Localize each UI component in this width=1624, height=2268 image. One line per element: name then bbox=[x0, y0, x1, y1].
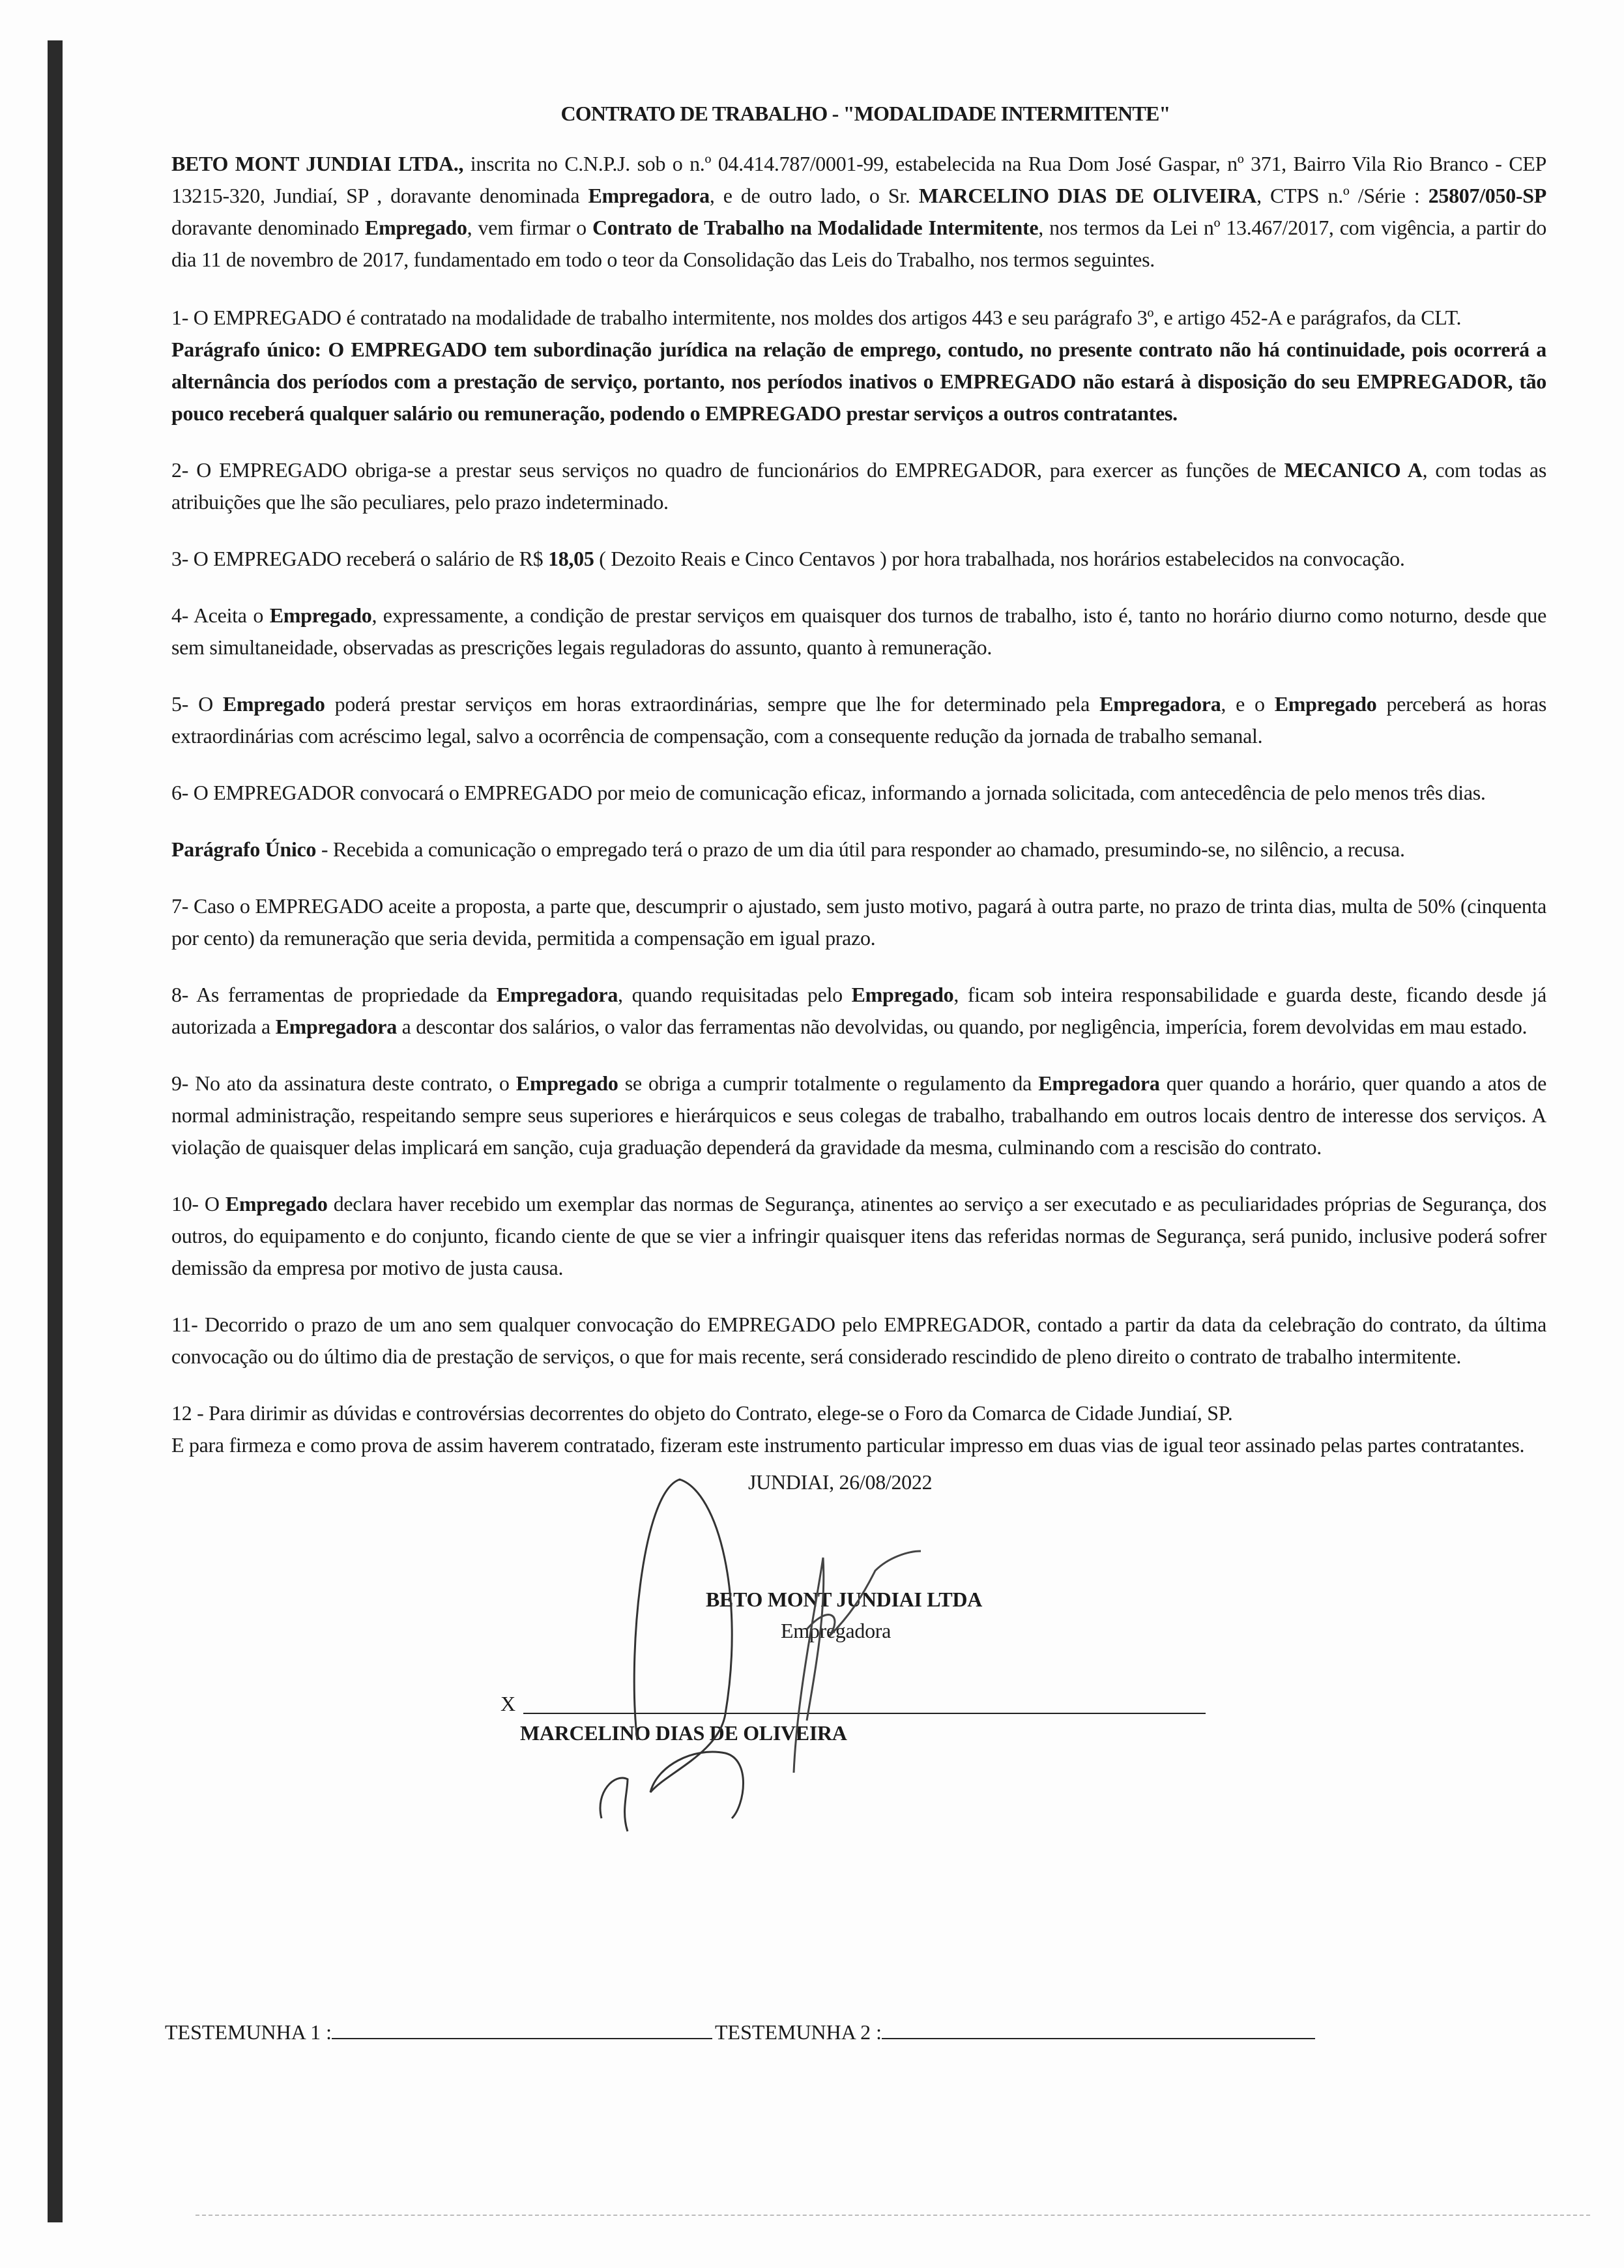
scan-margin-bar bbox=[48, 40, 63, 2222]
clause-9 bbox=[171, 1068, 1546, 1163]
clause-5-bold-3: Empregado bbox=[1274, 692, 1377, 716]
company-signature-role: Empregadora bbox=[781, 1619, 892, 1642]
witness-2-signature-line[interactable] bbox=[882, 2038, 1315, 2039]
clause-8-text-1: 8- As ferramentas de propriedade da bbox=[171, 983, 497, 1006]
clause-2-text-2: , com todas as atribuições que lhe são peculiares, pelo prazo indeterminado. bbox=[171, 458, 1546, 514]
employer-term: Empregadora bbox=[588, 184, 710, 207]
clause-5-bold-2: Empregadora bbox=[1099, 692, 1221, 716]
clause-5 bbox=[171, 688, 1546, 752]
intro-text-6: , nos termos da Lei nº 13.467/2017, com vigência, a partir do dia 11 de novembro de 2017, fundamentado em todo o teor da Consolidação das Leis do Trabalho, nos termos seguintes. bbox=[171, 216, 1546, 271]
clause-7: 7- Caso o EMPREGADO aceite a proposta, a parte que, descumprir o ajustado, sem justo motivo, pagará à outra parte, no prazo de trinta dias, multa de 50% (cinquenta por cento) da remuneração que seria devida, permitida a compensação em igual prazo. bbox=[171, 894, 1546, 950]
clause-4-text-1: 4- Aceita o bbox=[171, 603, 270, 627]
intro-text-5: , vem firmar o bbox=[467, 216, 592, 239]
intro-text-2: , e de outro lado, o Sr. bbox=[709, 184, 919, 207]
clause-6-paragraph bbox=[171, 834, 1546, 865]
clause-1-paragraph-text: O EMPREGADO tem subordinação jurídica na relação de emprego, contudo, no presente contrato não há continuidade, pois ocorrerá a alternância dos períodos com a prestação de serviço, portanto, nos períodos inativos o EMPREGADO não estará à disposição do seu EMPREGADOR, tão pouco receberá qualquer salário ou remuneração, podendo o EMPREGADO prestar serviços a outros contratantes. bbox=[171, 338, 1546, 425]
clause-11: 11- Decorrido o prazo de um ano sem qualquer convocação do EMPREGADO pelo EMPREGADOR, contado a partir da data da celebração do contrato, da última convocação ou do último dia de prestação de serviços, o que for mais recente, será considerado rescindido de pleno direito o contrato de trabalho intermitente. bbox=[171, 1313, 1546, 1368]
closing-statement: E para firmeza e como prova de assim haverem contratado, fizeram este instrumento particular impresso em duas vias de igual teor assinado pelas partes contratantes. bbox=[171, 1433, 1525, 1457]
clause-3-text-1: 3- O EMPREGADO receberá o salário de R$ bbox=[171, 547, 549, 570]
employee-signature-name: MARCELINO DIAS DE OLIVEIRA bbox=[520, 1721, 847, 1745]
clause-4 bbox=[171, 600, 1546, 663]
clause-8-text-3: , ficam sob inteira responsabilidade e guarda deste, ficando desde já autorizada a bbox=[171, 983, 1547, 1038]
clause-2 bbox=[171, 454, 1546, 518]
witness-1-signature-line[interactable] bbox=[332, 2038, 712, 2039]
clause-3 bbox=[171, 543, 1546, 575]
clause-6-paragraph-label: Parágrafo Único bbox=[171, 837, 317, 861]
clause-1-paragraph-label: Parágrafo único: bbox=[171, 338, 328, 361]
employee-term: Empregado bbox=[364, 216, 467, 239]
clause-8 bbox=[171, 979, 1546, 1043]
clause-3-text-2: ( Dezoito Reais e Cinco Centavos ) por hora trabalhada, nos horários estabelecidos na convocação. bbox=[594, 547, 1405, 570]
clause-9-text-1: 9- No ato da assinatura deste contrato, o bbox=[171, 1071, 516, 1095]
clause-6-paragraph-text: - Recebida a comunicação o empregado terá o prazo de um dia útil para responder ao chamado, presumindo-se, no silêncio, a recusa. bbox=[316, 837, 1405, 861]
witness-1-label: TESTEMUNHA 1 : bbox=[165, 2020, 332, 2044]
signature-x-mark: X bbox=[500, 1692, 515, 1715]
ctps-number: 25807/050-SP bbox=[1428, 184, 1546, 207]
intro-text-4: doravante denominado bbox=[171, 216, 365, 239]
clause-9-bold-1: Empregado bbox=[515, 1071, 618, 1095]
contract-document bbox=[171, 98, 1547, 1745]
contract-name: Contrato de Trabalho na Modalidade Intermitente bbox=[592, 216, 1039, 239]
clause-10 bbox=[171, 1188, 1546, 1284]
clause-10-text-2: declara haver recebido um exemplar das normas de Segurança, atinentes ao serviço a ser executado e as peculiaridades próprias de Segurança, dos outros, do equipamento e do conjunto, ficando ciente de que se vier a infringir quaisquer itens das referidas normas de Segurança, será punido, inclusive poderá sofrer demissão da empresa por motivo de justa causa. bbox=[171, 1192, 1546, 1279]
clause-5-text-3: , e o bbox=[1221, 692, 1275, 716]
clause-8-text-2: , quando requisitadas pelo bbox=[618, 983, 852, 1006]
city-date: JUNDIAI, 26/08/2022 bbox=[748, 1470, 933, 1494]
employee-signature-line bbox=[523, 1713, 1206, 1714]
clause-9-text-3: quer quando a horário, quer quando a atos de normal administração, respeitando sempre seus superiores e hierárquicos e seus colegas de trabalho, trabalhando em outros locais dentro de interesse dos serviços. A violação de quaisquer delas implicará em sanção, cuja graduação dependerá da gravidade da mesma, culminando com a rescisão do contrato. bbox=[171, 1071, 1546, 1159]
salary-amount: 18,05 bbox=[548, 547, 594, 570]
intro-text-1: inscrita no C.N.P.J. sob o n.º 04.414.787/0001-99, estabelecida na Rua Dom José Gaspar, nº 371, Bairro Vila Rio Branco - CEP 13215-320, Jundiaí, SP , doravante denominada bbox=[171, 152, 1546, 207]
clause-5-bold-1: Empregado bbox=[222, 692, 325, 716]
clause-10-text-1: 10- O bbox=[171, 1192, 225, 1215]
clause-5-text-1: 5- O bbox=[171, 692, 223, 716]
clause-1-paragraph bbox=[171, 334, 1546, 429]
job-role: MECANICO A bbox=[1284, 458, 1423, 482]
clause-10-bold-1: Empregado bbox=[225, 1192, 328, 1215]
clause-5-text-2: poderá prestar serviços em horas extraordinárias, sempre que lhe for determinado pela bbox=[325, 692, 1100, 716]
clause-5-text-4: perceberá as horas extraordinárias com acréscimo legal, salvo a ocorrência de compensação, com a consequente redução da jornada de trabalho semanal. bbox=[171, 692, 1546, 748]
intro-text-3: , CTPS n.º /Série : bbox=[1256, 184, 1428, 207]
clause-1: 1- O EMPREGADO é contratado na modalidade de trabalho intermitente, nos moldes dos artigos 443 e seu parágrafo 3º, e artigo 452-A e parágrafos, da CLT. bbox=[171, 306, 1462, 329]
clause-6: 6- O EMPREGADOR convocará o EMPREGADO por meio de comunicação eficaz, informando a jornada solicitada, com antecedência de pelo menos três dias. bbox=[171, 781, 1486, 804]
clause-4-text-2: , expressamente, a condição de prestar serviços em quaisquer dos turnos de trabalho, isto é, tanto no horário diurno como noturno, desde que sem simultaneidade, observadas as prescrições legais reguladoras do assunto, quanto à remuneração. bbox=[171, 603, 1546, 659]
clause-8-bold-2: Empregado bbox=[851, 983, 954, 1006]
witness-2-label: TESTEMUNHA 2 : bbox=[715, 2020, 882, 2044]
clause-12: 12 - Para dirimir as dúvidas e controvérsias decorrentes do objeto do Contrato, elege-se o Foro da Comarca de Cidade Jundiaí, SP. bbox=[171, 1401, 1233, 1425]
company-name: BETO MONT JUNDIAI LTDA., bbox=[171, 152, 464, 175]
clause-9-text-2: se obriga a cumprir totalmente o regulamento da bbox=[618, 1071, 1039, 1095]
handwritten-signatures bbox=[171, 1466, 1084, 1831]
intro-paragraph bbox=[171, 148, 1546, 276]
signature-block bbox=[171, 1466, 1546, 1745]
company-signature-name: BETO MONT JUNDIAI LTDA bbox=[706, 1588, 983, 1611]
clause-2-text-1: 2- O EMPREGADO obriga-se a prestar seus serviços no quadro de funcionários do EMPREGADOR, para exercer as funções de bbox=[171, 458, 1284, 482]
employee-name: MARCELINO DIAS DE OLIVEIRA bbox=[918, 184, 1257, 207]
clause-8-text-4: a descontar dos salários, o valor das ferramentas não devolvidas, ou quando, por negligência, imperícia, forem devolvidas em mau estado. bbox=[396, 1015, 1528, 1038]
witnesses-row bbox=[165, 2020, 1318, 2044]
clause-4-bold-1: Empregado bbox=[269, 603, 372, 627]
clause-9-bold-2: Empregadora bbox=[1038, 1071, 1160, 1095]
clause-8-bold-3: Empregadora bbox=[275, 1015, 397, 1038]
document-title: CONTRATO DE TRABALHO - "MODALIDADE INTERMITENTE" bbox=[560, 102, 1170, 125]
scan-bottom-edge bbox=[196, 2215, 1590, 2216]
clause-8-bold-1: Empregadora bbox=[496, 983, 618, 1006]
